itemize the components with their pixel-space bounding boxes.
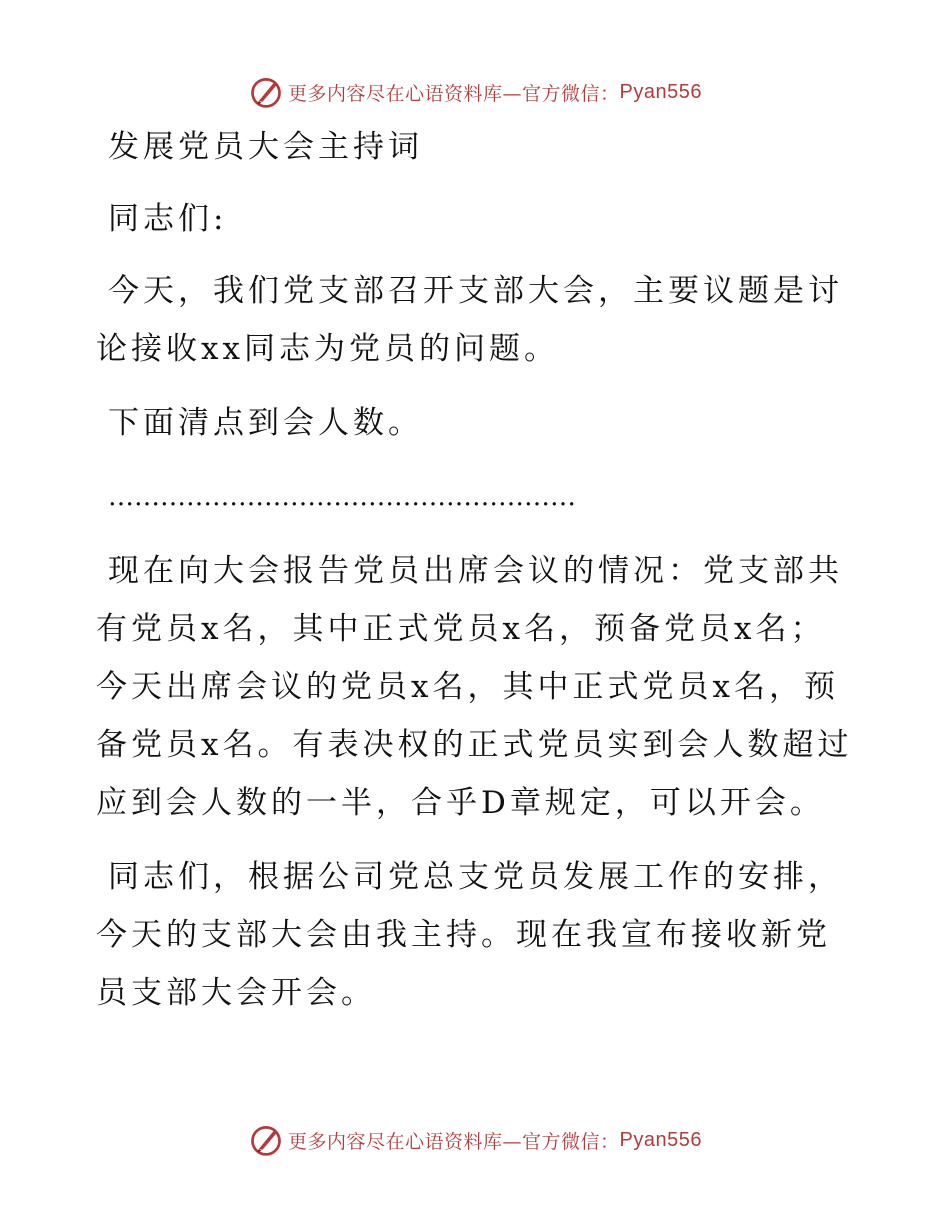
paragraph-agenda	[96, 262, 856, 378]
paragraph-opening	[96, 848, 856, 1022]
quill-pen-logo-icon	[248, 74, 284, 110]
greeting: 同志们:	[108, 201, 228, 237]
watermark-banner-top	[0, 72, 950, 112]
ellipsis-line: ………………………………………………	[108, 482, 576, 512]
watermark-text: 更多内容尽在心语资料库—官方微信：	[288, 1130, 620, 1153]
paragraph-attendance-text: 现在向大会报告党员出席会议的情况：党支部共有党员x名，其中正式党员x名，预备党员x名；今天出席会议的党员x名，其中正式党员x名，预备党员x名。有表决权的正式党员实到会人数超过应到会人数的一半，合乎D章规定，可以开会。	[96, 553, 853, 821]
paragraph-agenda-text: 今天，我们党支部召开支部大会，主要议题是讨论接收xx同志为党员的问题。	[96, 273, 843, 367]
watermark-wechat-id: Pyan556	[619, 80, 702, 103]
quill-pen-logo-icon	[248, 1122, 284, 1158]
watermark-text: 更多内容尽在心语资料库—官方微信：	[288, 82, 620, 105]
watermark-banner-bottom	[0, 1120, 950, 1160]
watermark-wechat-id: Pyan556	[619, 1128, 702, 1151]
paragraph-headcount: 下面清点到会人数。	[108, 405, 423, 441]
document-title: 发展党员大会主持词	[108, 129, 423, 165]
paragraph-attendance	[96, 542, 856, 832]
document-body	[96, 118, 856, 1022]
paragraph-opening-text: 同志们，根据公司党总支党员发展工作的安排，今天的支部大会由我主持。现在我宣布接收新党员支部大会开会。	[96, 859, 843, 1011]
